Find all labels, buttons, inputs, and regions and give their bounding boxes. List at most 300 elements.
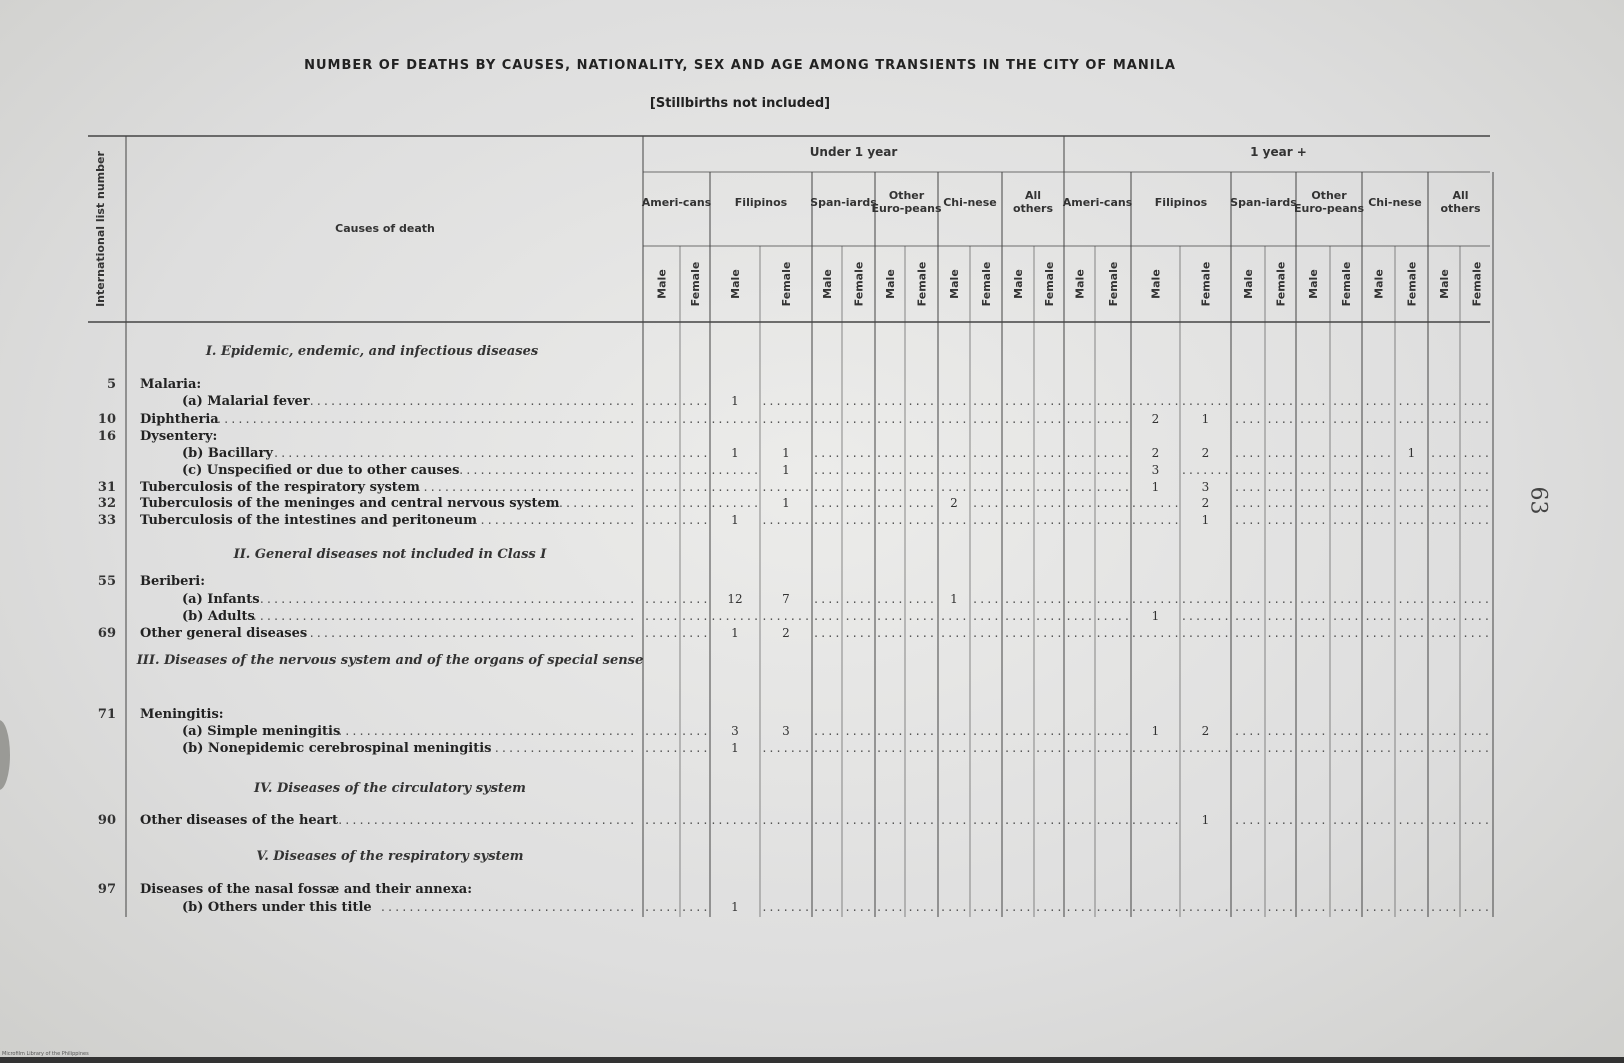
empty-cell-dots: .... <box>939 514 969 527</box>
empty-cell-dots: .... <box>1298 497 1328 510</box>
empty-cell-dots: .... <box>907 627 936 640</box>
empty-cell-dots: .... <box>844 610 873 623</box>
empty-cell-dots: .... <box>875 610 905 623</box>
cell-value: 1 <box>731 900 739 914</box>
sex-header: Male <box>884 269 897 299</box>
empty-cell-dots: .... <box>1034 742 1064 755</box>
empty-cell-dots: .... <box>1331 464 1361 477</box>
sex-header: Female <box>1199 261 1213 307</box>
empty-cell-dots: .... <box>1429 610 1459 623</box>
empty-cell-dots: .... <box>907 814 936 827</box>
empty-cell-dots: .... <box>844 725 873 738</box>
empty-cell-dots: ..... <box>643 413 680 426</box>
page-title: NUMBER OF DEATHS BY CAUSES, NATIONALITY, SEX AND AGE AMONG TRANSIENTS IN THE CITY OF MANILA <box>304 58 1176 73</box>
empty-cell-dots: .... <box>875 464 905 477</box>
empty-cell-dots: .... <box>1233 497 1263 510</box>
empty-cell-dots: .... <box>1397 514 1426 527</box>
cell-value: 1 <box>1201 412 1210 426</box>
empty-cell-dots: ..... <box>643 593 680 606</box>
leader-dots: ............................................................ <box>208 413 636 426</box>
empty-cell-dots: .... <box>939 742 969 755</box>
empty-cell-dots: .... <box>844 464 873 477</box>
empty-cell-dots: .... <box>1429 413 1459 426</box>
empty-cell-dots: .... <box>1003 610 1033 623</box>
empty-cell-dots: .... <box>1462 395 1491 408</box>
empty-cell-dots: .... <box>875 481 905 494</box>
empty-cell-dots: .... <box>1034 481 1064 494</box>
empty-cell-dots: .... <box>1266 481 1295 494</box>
empty-cell-dots: .... <box>1429 481 1459 494</box>
list-number: 97 <box>97 882 116 897</box>
empty-cell-dots: ....... <box>761 413 811 426</box>
empty-cell-dots: .... <box>1065 814 1094 827</box>
empty-cell-dots: ..... <box>643 395 680 408</box>
empty-cell-dots: .... <box>1034 610 1064 623</box>
empty-cell-dots: ..... <box>643 464 680 477</box>
empty-cell-dots: .... <box>1034 464 1064 477</box>
leader-dots: ............. <box>543 497 636 510</box>
empty-cell-dots: .... <box>875 395 905 408</box>
empty-cell-dots: .... <box>1462 610 1491 623</box>
cell-value: 1 <box>1201 813 1210 827</box>
cell-value: 1 <box>731 394 739 408</box>
sex-header: Male <box>948 269 961 299</box>
empty-cell-dots: ..... <box>643 901 680 914</box>
list-number: 10 <box>97 412 116 427</box>
empty-cell-dots: .... <box>939 413 969 426</box>
leader-dots: ..................................................... <box>258 593 636 606</box>
sex-header: Male <box>1307 269 1320 299</box>
section-heading: IV. Diseases of the circulatory system <box>254 781 526 796</box>
empty-cell-dots: ....... <box>1130 514 1181 527</box>
empty-cell-dots: .... <box>844 413 873 426</box>
nationality-header: Ameri-cans <box>641 196 712 209</box>
empty-cell-dots: .... <box>1003 725 1033 738</box>
empty-cell-dots: .... <box>1266 742 1295 755</box>
cell-value: 1 <box>731 513 739 527</box>
list-number: 5 <box>106 377 116 392</box>
sex-header: Male <box>1438 269 1451 299</box>
cell-value: 1 <box>782 463 790 477</box>
nationality-header: All others <box>1440 189 1481 215</box>
empty-cell-dots: .... <box>907 742 936 755</box>
empty-cell-dots: .... <box>1429 742 1459 755</box>
empty-cell-dots: .... <box>1233 725 1263 738</box>
empty-cell-dots: .... <box>812 627 842 640</box>
empty-cell-dots: .... <box>1034 593 1064 606</box>
empty-cell-dots: .... <box>812 413 842 426</box>
empty-cell-dots: .... <box>1429 901 1459 914</box>
empty-cell-dots: .... <box>1462 742 1491 755</box>
empty-cell-dots: .... <box>1397 464 1426 477</box>
page-number: 63 <box>1525 486 1551 515</box>
empty-cell-dots: .... <box>844 395 873 408</box>
empty-cell-dots: .... <box>812 610 842 623</box>
empty-cell-dots: .... <box>1298 627 1328 640</box>
empty-cell-dots: .... <box>1462 593 1491 606</box>
empty-cell-dots: .... <box>1266 725 1295 738</box>
empty-cell-dots: ..... <box>643 481 680 494</box>
empty-cell-dots: .... <box>1298 514 1328 527</box>
empty-cell-dots: .... <box>1298 395 1328 408</box>
empty-cell-dots: ....... <box>761 395 811 408</box>
empty-cell-dots: ..... <box>643 514 680 527</box>
empty-cell-dots: .... <box>875 593 905 606</box>
empty-cell-dots: .... <box>1331 447 1361 460</box>
sex-header: Male <box>1372 269 1386 299</box>
empty-cell-dots: .... <box>680 593 710 606</box>
cell-value: 7 <box>782 592 790 606</box>
empty-cell-dots: ....... <box>710 464 760 477</box>
sex-header: Female <box>915 261 929 307</box>
empty-cell-dots: ....... <box>761 742 811 755</box>
empty-cell-dots: .... <box>680 497 710 510</box>
cause-label: Tuberculosis of the respiratory system <box>140 480 420 495</box>
empty-cell-dots: ....... <box>1180 901 1231 914</box>
empty-cell-dots: ..... <box>643 497 680 510</box>
empty-cell-dots: ....... <box>1130 395 1181 408</box>
empty-cell-dots: .... <box>1065 497 1094 510</box>
empty-cell-dots: .... <box>939 610 969 623</box>
empty-cell-dots: ....... <box>1180 395 1231 408</box>
sex-header: Male <box>655 269 669 299</box>
leader-dots: .......................................... <box>336 725 636 738</box>
empty-cell-dots: ....... <box>761 610 811 623</box>
empty-cell-dots: .... <box>812 447 842 460</box>
section-heading: I. Epidemic, endemic, and infectious diseases <box>205 344 539 359</box>
empty-cell-dots: .... <box>812 814 842 827</box>
list-number: 16 <box>97 429 116 444</box>
empty-cell-dots: .... <box>875 814 905 827</box>
empty-cell-dots: ....... <box>710 413 760 426</box>
empty-cell-dots: ..... <box>1095 447 1131 460</box>
leader-dots: ............................................... <box>301 627 636 640</box>
cell-value: 1 <box>731 446 739 460</box>
cause-label: Other general diseases <box>140 626 308 641</box>
empty-cell-dots: .... <box>1034 814 1064 827</box>
empty-cell-dots: .... <box>1065 514 1094 527</box>
cell-value: 3 <box>1201 480 1210 494</box>
empty-cell-dots: .... <box>971 447 1001 460</box>
empty-cell-dots: .... <box>844 814 873 827</box>
empty-cell-dots: .... <box>907 610 936 623</box>
cell-value: 1 <box>1407 446 1416 460</box>
empty-cell-dots: .... <box>971 901 1001 914</box>
empty-cell-dots: .... <box>1065 901 1094 914</box>
cause-label: Tuberculosis of the intestines and peritoneum <box>140 513 478 528</box>
empty-cell-dots: .... <box>1364 497 1393 510</box>
cell-value: 1 <box>1151 724 1160 738</box>
cell-value: 2 <box>1201 496 1210 510</box>
nationality-header: Chi-nese <box>943 196 997 209</box>
empty-cell-dots: .... <box>1298 481 1328 494</box>
empty-cell-dots: .... <box>1034 497 1064 510</box>
empty-cell-dots: .... <box>1397 593 1426 606</box>
empty-cell-dots: .... <box>971 497 1001 510</box>
empty-cell-dots: .... <box>907 464 936 477</box>
empty-cell-dots: .... <box>1003 481 1033 494</box>
cause-label: (b) Nonepidemic cerebrospinal meningitis <box>182 741 492 756</box>
empty-cell-dots: .... <box>1462 901 1491 914</box>
empty-cell-dots: .... <box>1034 627 1064 640</box>
empty-cell-dots: ....... <box>710 481 760 494</box>
cell-value: 2 <box>1201 446 1210 460</box>
cause-label: Other diseases of the heart <box>140 813 338 828</box>
empty-cell-dots: .... <box>1429 497 1459 510</box>
empty-cell-dots: .... <box>939 447 969 460</box>
empty-cell-dots: .... <box>1003 413 1033 426</box>
empty-cell-dots: .... <box>1065 593 1094 606</box>
empty-cell-dots: .... <box>1266 514 1295 527</box>
sex-header: Female <box>1107 261 1120 307</box>
leader-dots: .................................... <box>379 901 636 914</box>
cause-label: Diseases of the nasal fossæ and their annexa: <box>140 882 472 897</box>
empty-cell-dots: ....... <box>1180 742 1231 755</box>
sex-header: Male <box>1012 269 1025 299</box>
sex-header: Male <box>1242 269 1255 299</box>
cell-value: 3 <box>731 724 739 738</box>
sex-header: Female <box>689 261 702 307</box>
empty-cell-dots: .... <box>812 464 842 477</box>
empty-cell-dots: .... <box>844 627 873 640</box>
empty-cell-dots: .... <box>680 447 710 460</box>
empty-cell-dots: .... <box>1266 901 1295 914</box>
empty-cell-dots: .... <box>1331 497 1361 510</box>
empty-cell-dots: ....... <box>761 814 811 827</box>
empty-cell-dots: ..... <box>643 610 680 623</box>
empty-cell-dots: .... <box>680 413 710 426</box>
empty-cell-dots: .... <box>1298 447 1328 460</box>
empty-cell-dots: .... <box>1331 481 1361 494</box>
list-number: 69 <box>97 626 116 641</box>
empty-cell-dots: .... <box>1331 413 1361 426</box>
empty-cell-dots: .... <box>1034 901 1064 914</box>
empty-cell-dots: .... <box>907 593 936 606</box>
sex-header: Female <box>780 261 793 307</box>
empty-cell-dots: .... <box>680 627 710 640</box>
empty-cell-dots: .... <box>1364 725 1393 738</box>
empty-cell-dots: .... <box>1233 395 1263 408</box>
empty-cell-dots: .... <box>1266 447 1295 460</box>
empty-cell-dots: .... <box>1462 627 1491 640</box>
empty-cell-dots: .... <box>939 395 969 408</box>
leader-dots: .......................................... <box>336 814 636 827</box>
empty-cell-dots: .... <box>1364 742 1393 755</box>
section-heading: II. General diseases not included in Class I <box>233 547 547 562</box>
empty-cell-dots: .... <box>907 413 936 426</box>
empty-cell-dots: .... <box>1397 901 1426 914</box>
empty-cell-dots: .... <box>1462 514 1491 527</box>
cell-value: 2 <box>782 626 790 640</box>
empty-cell-dots: .... <box>1233 481 1263 494</box>
empty-cell-dots: .... <box>939 725 969 738</box>
cause-label: (a) Infants <box>182 592 260 607</box>
empty-cell-dots: .... <box>1233 610 1263 623</box>
empty-cell-dots: .... <box>1065 627 1094 640</box>
empty-cell-dots: .... <box>1429 725 1459 738</box>
cell-value: 1 <box>731 626 739 640</box>
empty-cell-dots: ..... <box>1095 395 1131 408</box>
cause-label: Tuberculosis of the meninges and central nervous system <box>140 496 560 511</box>
empty-cell-dots: .... <box>1331 725 1361 738</box>
list-number: 31 <box>97 480 116 495</box>
cause-label: Beriberi: <box>140 574 205 589</box>
empty-cell-dots: .... <box>812 901 842 914</box>
leader-dots: ....................... <box>472 742 636 755</box>
empty-cell-dots: .... <box>812 593 842 606</box>
footer-strip <box>0 1057 1624 1063</box>
leader-dots: .............................................. <box>308 395 636 408</box>
empty-cell-dots: ....... <box>761 901 811 914</box>
empty-cell-dots: .... <box>1462 814 1491 827</box>
empty-cell-dots: ....... <box>1180 593 1231 606</box>
cell-value: 2 <box>1201 724 1210 738</box>
cell-value: 3 <box>782 724 790 738</box>
empty-cell-dots: .... <box>1298 725 1328 738</box>
empty-cell-dots: .... <box>1331 901 1361 914</box>
empty-cell-dots: ..... <box>1095 627 1131 640</box>
footer-credit: Microfilm Library of the Philippines <box>2 1051 89 1057</box>
section-heading: III. Diseases of the nervous system and of the organs of special sense <box>136 653 644 668</box>
empty-cell-dots: .... <box>971 413 1001 426</box>
empty-cell-dots: .... <box>1298 413 1328 426</box>
empty-cell-dots: .... <box>812 481 842 494</box>
empty-cell-dots: ....... <box>1180 610 1231 623</box>
empty-cell-dots: .... <box>971 610 1001 623</box>
empty-cell-dots: .... <box>1429 464 1459 477</box>
empty-cell-dots: .... <box>1331 514 1361 527</box>
list-number: 90 <box>97 813 116 828</box>
leader-dots: ......................... <box>457 464 636 477</box>
cause-label: (b) Adults <box>182 609 255 624</box>
empty-cell-dots: ..... <box>643 742 680 755</box>
empty-cell-dots: .... <box>1397 481 1426 494</box>
cause-label: (c) Unspecified or due to other causes <box>182 463 460 478</box>
cause-label: (a) Malarial fever <box>182 394 310 409</box>
empty-cell-dots: .... <box>1397 395 1426 408</box>
empty-cell-dots: .... <box>1429 814 1459 827</box>
empty-cell-dots: .... <box>680 514 710 527</box>
cell-value: 1 <box>782 496 790 510</box>
nationality-header: Chi-nese <box>1368 196 1422 209</box>
empty-cell-dots: ..... <box>643 447 680 460</box>
empty-cell-dots: ....... <box>1180 627 1231 640</box>
empty-cell-dots: .... <box>1065 464 1094 477</box>
empty-cell-dots: .... <box>844 497 873 510</box>
empty-cell-dots: ....... <box>1130 742 1181 755</box>
empty-cell-dots: .... <box>875 627 905 640</box>
empty-cell-dots: .... <box>1462 413 1491 426</box>
empty-cell-dots: .... <box>939 464 969 477</box>
empty-cell-dots: .... <box>1034 447 1064 460</box>
empty-cell-dots: .... <box>1331 814 1361 827</box>
empty-cell-dots: .... <box>1331 593 1361 606</box>
sex-header: Female <box>980 261 993 307</box>
empty-cell-dots: .... <box>1065 447 1094 460</box>
empty-cell-dots: .... <box>680 481 710 494</box>
empty-cell-dots: ..... <box>643 725 680 738</box>
list-number: 71 <box>97 707 116 722</box>
causes-header: Causes of death <box>335 222 435 235</box>
empty-cell-dots: ....... <box>761 514 811 527</box>
empty-cell-dots: .... <box>907 447 936 460</box>
empty-cell-dots: .... <box>1364 395 1393 408</box>
cell-value: 1 <box>731 741 739 755</box>
empty-cell-dots: ..... <box>1095 593 1131 606</box>
empty-cell-dots: .... <box>875 901 905 914</box>
empty-cell-dots: .... <box>1364 593 1393 606</box>
empty-cell-dots: .... <box>971 742 1001 755</box>
cell-value: 3 <box>1151 463 1160 477</box>
empty-cell-dots: .... <box>875 742 905 755</box>
list-number: 32 <box>97 496 116 511</box>
nationality-header: All others <box>1012 189 1054 215</box>
empty-cell-dots: ....... <box>761 481 811 494</box>
empty-cell-dots: .... <box>971 725 1001 738</box>
empty-cell-dots: .... <box>971 814 1001 827</box>
empty-cell-dots: ....... <box>1130 627 1181 640</box>
list-number: 55 <box>97 574 116 589</box>
empty-cell-dots: .... <box>1298 742 1328 755</box>
cause-label: Diphtheria <box>140 412 219 427</box>
leader-dots: ...................................................... <box>251 610 636 623</box>
empty-cell-dots: .... <box>971 514 1001 527</box>
empty-cell-dots: .... <box>1298 610 1328 623</box>
cell-value: 2 <box>1151 412 1160 426</box>
empty-cell-dots: ....... <box>1130 901 1181 914</box>
empty-cell-dots: .... <box>844 593 873 606</box>
empty-cell-dots: .... <box>1462 447 1491 460</box>
sex-header: Male <box>1073 269 1087 299</box>
empty-cell-dots: .... <box>1298 593 1328 606</box>
empty-cell-dots: .... <box>812 395 842 408</box>
cell-value: 1 <box>782 446 790 460</box>
empty-cell-dots: .... <box>1331 742 1361 755</box>
sex-header: Male <box>1149 269 1163 299</box>
empty-cell-dots: .... <box>1364 901 1393 914</box>
empty-cell-dots: ....... <box>710 814 760 827</box>
empty-cell-dots: .... <box>1034 514 1064 527</box>
empty-cell-dots: ..... <box>1095 742 1131 755</box>
empty-cell-dots: .... <box>1364 814 1393 827</box>
empty-cell-dots: .... <box>1364 627 1393 640</box>
cell-value: 1 <box>1151 480 1160 494</box>
empty-cell-dots: .... <box>907 901 936 914</box>
empty-cell-dots: .... <box>680 901 710 914</box>
empty-cell-dots: ..... <box>1095 497 1131 510</box>
empty-cell-dots: .... <box>1003 814 1033 827</box>
empty-cell-dots: .... <box>844 481 873 494</box>
sex-header: Female <box>1470 261 1484 307</box>
nationality-header: Other Euro-peans <box>871 189 942 215</box>
empty-cell-dots: .... <box>875 497 905 510</box>
nationality-header: Span-iards <box>810 196 877 209</box>
empty-cell-dots: .... <box>1397 627 1426 640</box>
age-group-header: 1 year + <box>1250 145 1307 159</box>
empty-cell-dots: .... <box>907 725 936 738</box>
empty-cell-dots: .... <box>844 901 873 914</box>
empty-cell-dots: .... <box>1298 901 1328 914</box>
empty-cell-dots: .... <box>971 464 1001 477</box>
empty-cell-dots: ....... <box>710 610 760 623</box>
empty-cell-dots: .... <box>812 497 842 510</box>
empty-cell-dots: .... <box>844 742 873 755</box>
empty-cell-dots: .... <box>1429 447 1459 460</box>
empty-cell-dots: .... <box>1397 413 1426 426</box>
empty-cell-dots: .... <box>1397 742 1426 755</box>
empty-cell-dots: ....... <box>1130 497 1181 510</box>
empty-cell-dots: .... <box>971 481 1001 494</box>
